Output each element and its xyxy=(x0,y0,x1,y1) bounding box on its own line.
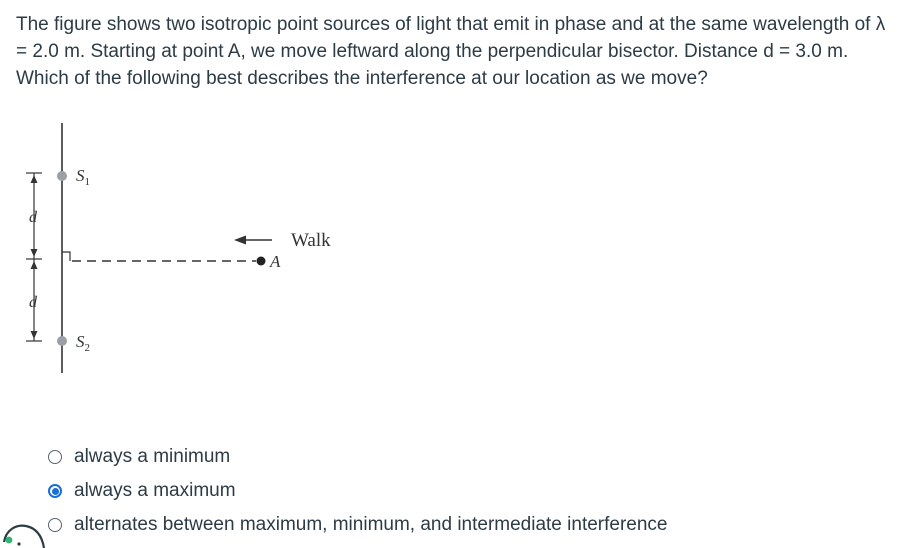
source-s2-dot xyxy=(57,336,67,346)
walk-label: Walk xyxy=(291,230,331,251)
answer-options xyxy=(48,440,848,542)
source-s1-dot xyxy=(57,171,67,181)
source-s2-label: $S_2$ xyxy=(76,332,90,354)
point-a-dot xyxy=(257,257,266,266)
distance-label-bottom: d xyxy=(29,294,37,311)
widget-dark-dot xyxy=(17,542,20,545)
dimension-arrow-down-2 xyxy=(31,331,38,339)
answer-label: always a minimum xyxy=(74,446,231,467)
walk-arrow-head xyxy=(234,236,246,245)
answer-option-3[interactable] xyxy=(48,508,848,542)
source-s1-label: $S_1$ xyxy=(76,166,90,188)
dimension-arrow-up-1 xyxy=(31,175,38,183)
radio-button-selected[interactable] xyxy=(48,484,62,498)
right-angle-marker xyxy=(62,252,70,261)
question-text: The figure shows two isotropic point sources of light that emit in phase and at the same wavelength of λ = 2.0 m. Starting at point A, we move leftward along the perpendicular bisector. Distance d = 3.0 m. Which of the following best describes the interference at our location as we move? xyxy=(16,14,886,89)
point-a-label: A xyxy=(270,252,281,271)
distance-label-top: d xyxy=(29,209,37,226)
dimension-arrow-down-1 xyxy=(31,249,38,257)
answer-option-1[interactable] xyxy=(48,440,848,474)
widget-green-dot xyxy=(6,537,13,544)
answer-label: always a maximum xyxy=(74,480,236,501)
assistant-widget-icon[interactable] xyxy=(0,510,48,548)
dimension-arrow-up-2 xyxy=(31,261,38,269)
radio-button[interactable] xyxy=(48,450,62,464)
radio-button[interactable] xyxy=(48,518,62,532)
interference-figure xyxy=(0,115,360,385)
answer-label: alternates between maximum, minimum, and intermediate interference xyxy=(74,514,668,535)
answer-option-2[interactable] xyxy=(48,474,848,508)
